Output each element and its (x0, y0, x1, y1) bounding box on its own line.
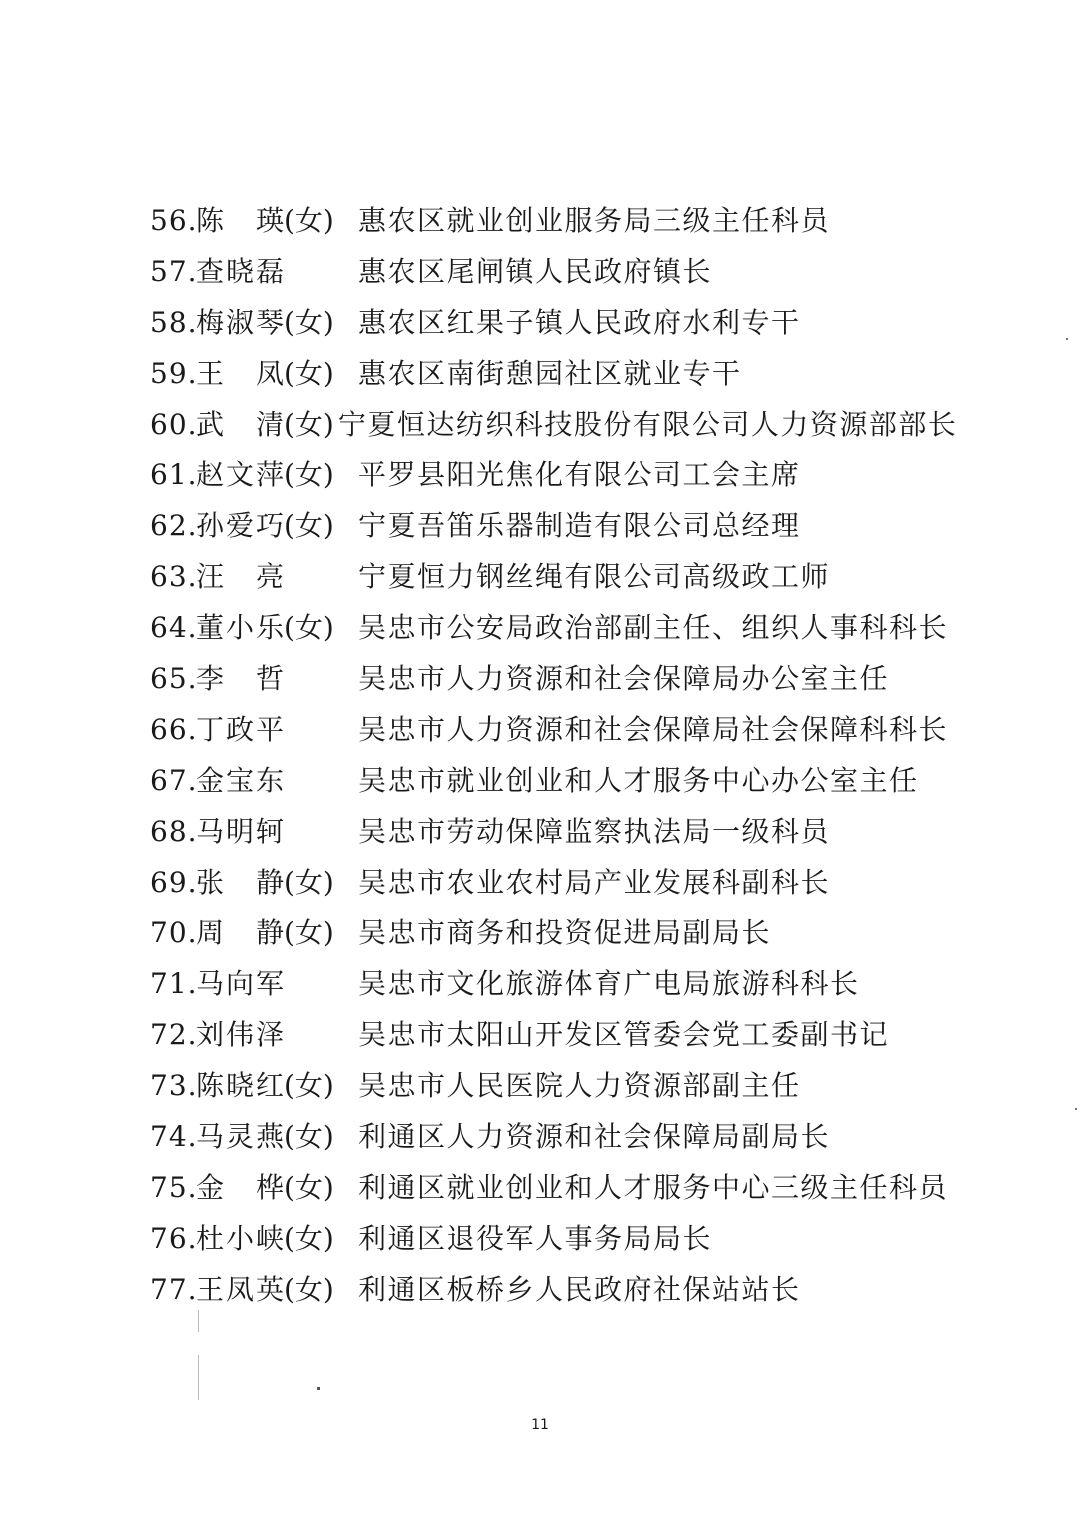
entry-name: 赵文萍 (196, 458, 287, 492)
entry-number: 73. (150, 1069, 198, 1103)
entry-title: 吴忠市人力资源和社会保障局社会保障科科长 (358, 712, 949, 746)
entry-number: 69. (150, 865, 198, 899)
entry-name: 梅淑琴 (196, 305, 287, 339)
scan-speck (317, 1387, 320, 1390)
entry-number: 58. (150, 305, 198, 339)
entry-number: 67. (150, 763, 198, 797)
entry-name: 马灵燕 (196, 1120, 287, 1154)
entry-title: 利通区人力资源和社会保障局副局长 (358, 1120, 831, 1154)
entry-number: 72. (150, 1018, 198, 1052)
entry-number: 66. (150, 712, 198, 746)
entry-number: 76. (150, 1221, 198, 1255)
entry-name: 金宝东 (196, 763, 287, 797)
entry-gender: (女) (284, 204, 334, 237)
list-item (150, 603, 950, 654)
entry-name: 王凤英 (196, 1272, 287, 1306)
entry-number: 71. (150, 967, 198, 1001)
entry-title: 惠农区红果子镇人民政府水利专干 (358, 305, 801, 339)
entry-number: 60. (150, 407, 198, 441)
entry-name: 金 桦 (196, 1170, 287, 1204)
list-item (150, 959, 950, 1010)
entry-title: 吴忠市文化旅游体育广电局旅游科科长 (358, 967, 860, 1001)
list-item (150, 247, 950, 298)
entry-gender: (女) (284, 1221, 334, 1255)
entry-number: 74. (150, 1120, 198, 1154)
entry-title: 吴忠市农业农村局产业发展科副科长 (358, 865, 831, 899)
entry-name: 汪 亮 (196, 560, 287, 594)
entry-title: 惠农区尾闸镇人民政府镇长 (358, 254, 713, 288)
entry-title: 吴忠市就业创业和人才服务中心办公室主任 (358, 763, 919, 797)
entry-number: 61. (150, 458, 198, 492)
entry-name: 杜小峡 (196, 1221, 287, 1255)
entry-title: 宁夏吾笛乐器制造有限公司总经理 (358, 509, 801, 543)
entry-gender: (女) (284, 916, 334, 950)
entry-number: 62. (150, 509, 198, 543)
entry-title: 宁夏恒力钢丝绳有限公司高级政工师 (358, 560, 831, 594)
commendation-list (150, 196, 958, 1316)
entry-title: 宁夏恒达纺织科技股份有限公司人力资源部部长 (337, 407, 958, 441)
page-number: 11 (531, 1417, 549, 1433)
list-item (150, 400, 958, 451)
list-item (150, 705, 950, 756)
entry-name: 武 清 (196, 407, 287, 441)
entry-name: 陈晓红 (196, 1069, 287, 1103)
entry-title: 吴忠市劳动保障监察执法局一级科员 (358, 814, 831, 848)
list-item (150, 654, 950, 705)
list-item (150, 450, 950, 501)
list-item (150, 858, 950, 909)
entry-title: 利通区就业创业和人才服务中心三级主任科员 (358, 1170, 949, 1204)
entry-gender: (女) (284, 407, 334, 441)
entry-number: 59. (150, 356, 198, 390)
list-item (150, 1010, 950, 1061)
entry-number: 75. (150, 1170, 198, 1204)
entry-gender: (女) (284, 1120, 334, 1154)
entry-name: 查晓磊 (196, 254, 287, 288)
entry-gender: (女) (284, 1069, 334, 1103)
entry-name: 李 哲 (196, 662, 287, 696)
entry-title: 吴忠市商务和投资促进局副局长 (358, 916, 772, 950)
list-item (150, 756, 950, 807)
entry-title: 吴忠市人民医院人力资源部副主任 (358, 1069, 801, 1103)
entry-title: 利通区退役军人事务局局长 (358, 1221, 713, 1255)
list-item (150, 1265, 950, 1316)
entry-title: 惠农区就业创业服务局三级主任科员 (358, 204, 831, 237)
entry-number: 65. (150, 662, 198, 696)
entry-gender: (女) (284, 356, 334, 390)
entry-gender: (女) (284, 1272, 334, 1306)
scan-speck (198, 1310, 199, 1332)
scan-speck (1066, 338, 1068, 340)
entry-gender: (女) (284, 509, 334, 543)
entry-title: 利通区板桥乡人民政府社保站站长 (358, 1272, 801, 1306)
list-item (150, 298, 950, 349)
scan-speck (198, 1355, 199, 1400)
entry-number: 70. (150, 916, 198, 950)
entry-gender: (女) (284, 611, 334, 645)
entry-gender: (女) (284, 865, 334, 899)
entry-title: 平罗县阳光焦化有限公司工会主席 (358, 458, 801, 492)
entry-name: 董小乐 (196, 611, 287, 645)
entry-number: 57. (150, 254, 198, 288)
entry-name: 张 静 (196, 865, 287, 899)
list-item (150, 501, 950, 552)
entry-number: 63. (150, 560, 198, 594)
entry-name: 马明轲 (196, 814, 287, 848)
entry-gender: (女) (284, 1170, 334, 1204)
entry-title: 吴忠市人力资源和社会保障局办公室主任 (358, 662, 890, 696)
entry-number: 64. (150, 611, 198, 645)
entry-name: 陈 瑛 (196, 204, 287, 237)
entry-name: 马向军 (196, 967, 287, 1001)
entry-gender: (女) (284, 458, 334, 492)
entry-name: 王 凤 (196, 356, 287, 390)
entry-title: 惠农区南街憩园社区就业专干 (358, 356, 742, 390)
entry-title: 吴忠市太阳山开发区管委会党工委副书记 (358, 1018, 890, 1052)
entry-title: 吴忠市公安局政治部副主任、组织人事科科长 (358, 611, 949, 645)
entry-name: 刘伟泽 (196, 1018, 287, 1052)
list-item (150, 552, 950, 603)
list-item (150, 1061, 950, 1112)
entry-gender: (女) (284, 305, 334, 339)
list-item (150, 1214, 950, 1265)
entry-number: 77. (150, 1272, 198, 1306)
list-item (150, 908, 950, 959)
list-item (150, 1163, 950, 1214)
list-item (150, 1112, 950, 1163)
entry-name: 丁政平 (196, 712, 287, 746)
list-item (150, 807, 950, 858)
entry-name: 周 静 (196, 916, 287, 950)
scan-speck (1075, 1108, 1077, 1110)
entry-number: 68. (150, 814, 198, 848)
entry-name: 孙爱巧 (196, 509, 287, 543)
list-item (150, 196, 950, 247)
list-item (150, 349, 950, 400)
entry-number: 56. (150, 204, 198, 237)
